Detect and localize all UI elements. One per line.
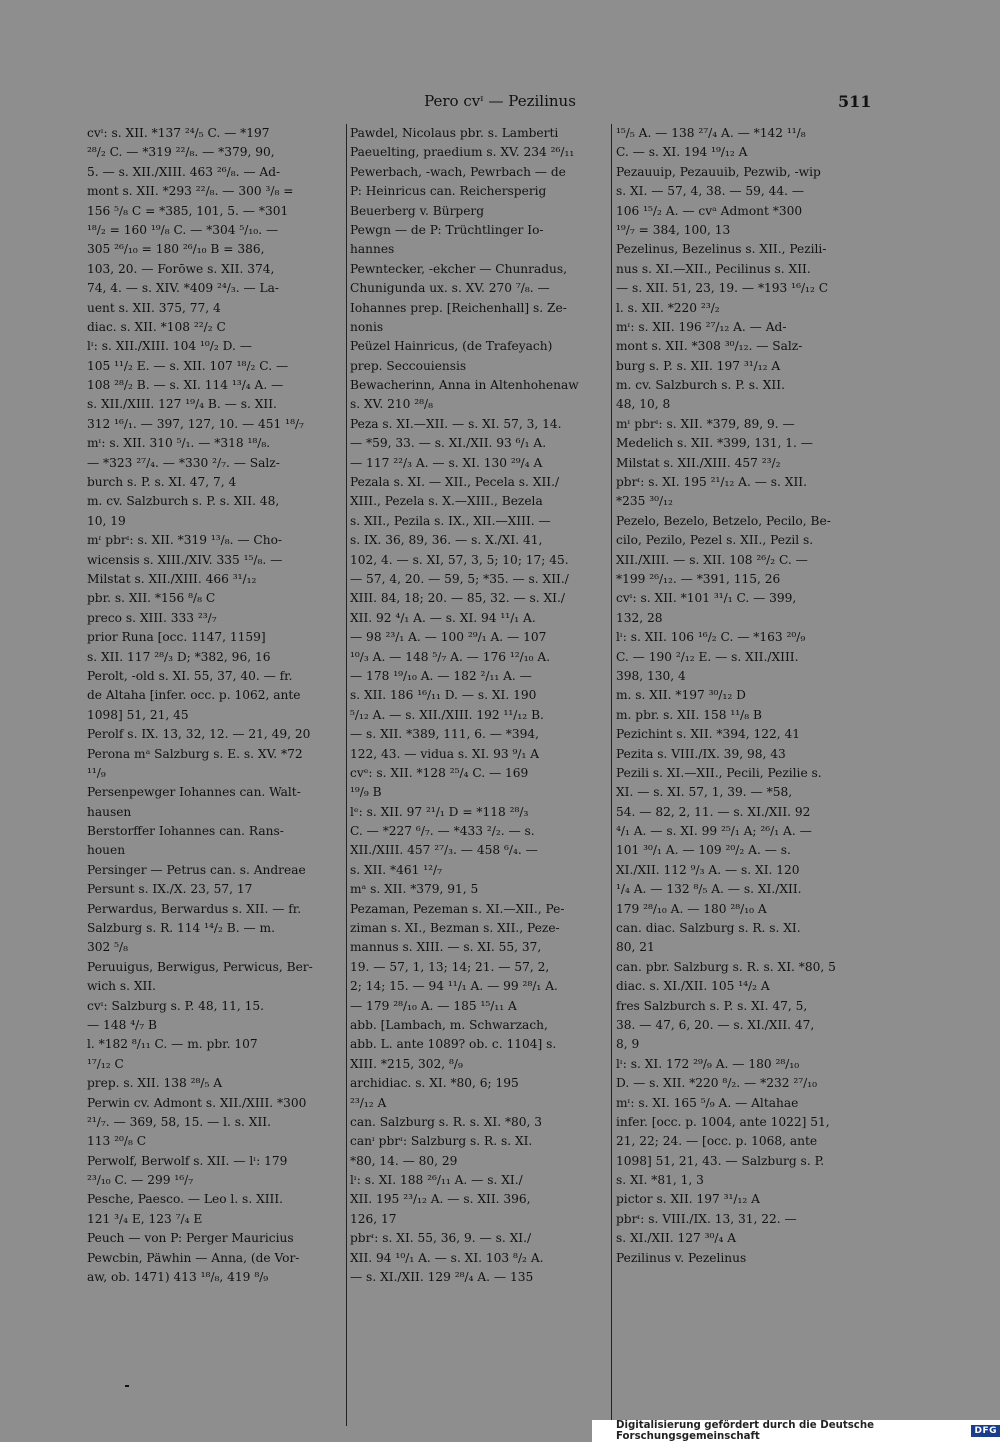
index-line: Bewacherinn, Anna in Altenhohenaw [350,378,579,393]
index-line: mᶦ: s. XII. 196 ²⁷/₁₂ A. — Ad- [616,319,787,334]
index-line: 102, 4. — s. XI, 57, 3, 5; 10; 17; 45. [350,552,569,567]
index-line: ²³/₁₂ A [350,1095,387,1110]
index-line: nus s. XI.—XII., Pecilinus s. XII. [616,261,811,276]
index-line: XII./XIII. — s. XII. 108 ²⁶/₂ C. — [616,552,808,567]
index-line: l. *182 ⁸/₁₁ C. — m. pbr. 107 [87,1037,258,1052]
index-line: Perolt, -old s. XI. 55, 37, 40. — fr. [87,668,293,683]
index-line: 132, 28 [616,610,663,625]
index-line: s. XII., Pezila s. IX., XII.—XIII. — [350,513,551,528]
index-line: — 98 ²³/₁ A. — 100 ²⁹/₁ A. — 107 [350,630,547,645]
index-line: ²⁸/₂ C. — *319 ²²/₈. — *379, 90, [87,145,275,160]
index-line: s. XI. — 57, 4, 38. — 59, 44. — [616,184,805,199]
index-line: archidiac. s. XI. *80, 6; 195 [350,1076,519,1091]
page-header-title: Pero cvᶦ — Pezilinus [424,92,576,110]
index-line: Pewerbach, -wach, Pewrbach — de [350,164,566,179]
index-line: Pezelo, Bezelo, Betzelo, Pecilo, Be- [616,513,831,528]
index-line: ¹⁹/₉ B [350,785,382,800]
index-line: can. Salzburg s. R. s. XI. *80, 3 [350,1114,543,1129]
index-line: mont s. XII. *293 ²²/₈. — 300 ³/₈ = [87,184,294,199]
index-line: Pezala s. XI. — XII., Pecela s. XII./ [350,475,560,490]
index-line: s. XII./XIII. 127 ¹⁹/₄ B. — s. XII. [87,397,277,412]
index-line: abb. L. ante 1089? ob. c. 1104] s. [350,1037,557,1052]
index-line: m. s. XII. *197 ³⁰/₁₂ D [616,688,746,703]
index-line: *235 ³⁰/₁₂ [616,494,673,509]
index-line: m. cv. Salzburch s. P. s. XII. [616,378,785,393]
index-line: 305 ²⁶/₁₀ = 180 ²⁶/₁₀ B = 386, [87,242,265,257]
index-line: mᶦ pbrᶦ: s. XII. *379, 89, 9. — [616,416,795,431]
index-line: 156 ⁵/₈ C = *385, 101, 5. — *301 [87,203,289,218]
index-line: 5. — s. XII./XIII. 463 ²⁶/₈. — Ad- [87,164,281,179]
index-line: 1098] 51, 21, 45 [87,707,189,722]
index-line: uent s. XII. 375, 77, 4 [87,300,221,315]
index-line: mᵃ s. XII. *379, 91, 5 [350,882,479,897]
index-column-1 [87,124,343,1287]
index-line: Pawdel, Nicolaus pbr. s. Lamberti [350,126,559,140]
index-line: Persunt s. IX./X. 23, 57, 17 [87,882,253,897]
index-line: — *323 ²⁷/₄. — *330 ²/₇. — Salz- [87,455,280,470]
index-line: Pewgn — de P: Trüchtlinger Io- [350,222,544,237]
index-line: C. — s. XI. 194 ¹⁹/₁₂ A [616,145,748,160]
index-line: s. XII. 186 ¹⁶/₁₁ D. — s. XI. 190 [350,688,537,703]
index-line: pbr. s. XII. *156 ⁸/₈ C [87,591,216,606]
index-line: ²¹/₇. — 369, 58, 15. — l. s. XII. [87,1114,271,1129]
index-line: cvᶦ: Salzburg s. P. 48, 11, 15. [87,998,265,1013]
index-line: abb. [Lambach, m. Schwarzach, [350,1017,548,1032]
index-line: prep. s. XII. 138 ²⁸/₅ A [87,1076,223,1091]
dfg-logo: DFG [971,1425,1000,1437]
index-line: Milstat s. XII./XIII. 466 ³¹/₁₂ [87,571,257,586]
index-line: P: Heinricus can. Reichersperig [350,184,547,199]
index-line: — 148 ⁴/₇ B [87,1017,157,1032]
index-line: cvᵉ: s. XII. *128 ²⁵/₄ C. — 169 [350,765,529,780]
index-line: XII. 195 ²³/₁₂ A. — s. XII. 396, [350,1192,531,1207]
index-line: *199 ²⁶/₁₂. — *391, 115, 26 [616,571,781,586]
index-line: ¹¹/₉ [87,765,106,780]
index-line: Paeuelting, praedium s. XV. 234 ²⁶/₁₁ [350,145,575,160]
index-line: hausen [87,804,132,819]
index-column-2 [350,124,608,1287]
index-line: — s. XII. 51, 23, 19. — *193 ¹⁶/₁₂ C [616,281,829,296]
index-line: D. — s. XII. *220 ⁸/₂. — *232 ²⁷/₁₀ [616,1076,817,1091]
footer-text: Digitalisierung gefördert durch die Deutsche Forschungsgemeinschaft [616,1420,874,1442]
index-line: Beuerberg v. Bürperg [350,203,485,218]
index-line: Pezili s. XI.—XII., Pecili, Pezilie s. [616,765,822,780]
index-line: Perwardus, Berwardus s. XII. — fr. [87,901,302,916]
index-line: — 178 ¹⁹/₁₀ A. — 182 ²/₁₁ A. — [350,668,532,683]
column-divider-2 [611,124,612,1426]
index-line: Peruuigus, Berwigus, Perwicus, Ber- [87,959,313,974]
index-line: ¹⁸/₂ = 160 ¹⁹/₈ C. — *304 ⁵/₁₀. — [87,222,279,237]
index-line: mᶦ: s. XI. 165 ⁵/₉ A. — Altahae [616,1095,799,1110]
index-line: Peüzel Hainricus, (de Trafeyach) [350,339,553,354]
index-line: 113 ²⁰/₈ C [87,1134,147,1149]
index-line: Milstat s. XII./XIII. 457 ²³/₂ [616,455,781,470]
index-line: Pewntecker, -ekcher — Chunradus, [350,261,568,276]
index-line: s. XII. *461 ¹²/₇ [350,862,443,877]
index-line: Pezita s. VIII./IX. 39, 98, 43 [616,746,786,761]
index-line: 38. — 47, 6, 20. — s. XI./XII. 47, [616,1017,815,1032]
index-line: prior Runa [occ. 1147, 1159] [87,630,266,645]
index-line: *80, 14. — 80, 29 [350,1153,458,1168]
index-line: diac. s. XI./XII. 105 ¹⁴/₂ A [616,979,770,994]
index-line: mont s. XII. *308 ³⁰/₁₂. — Salz- [616,339,803,354]
index-line: lᶦ: s. XI. 172 ²⁹/₉ A. — 180 ²⁸/₁₀ [616,1056,800,1071]
index-line: pbrᶦ: s. XI. 55, 36, 9. — s. XI./ [350,1231,532,1246]
index-line: wicensis s. XIII./XIV. 335 ¹⁵/₈. — [87,552,283,567]
index-line: 108 ²⁸/₂ B. — s. XI. 114 ¹³/₄ A. — [87,378,284,393]
index-line: pbrᶦ: s. VIII./IX. 13, 31, 22. — [616,1211,797,1226]
index-line: XI. — s. XI. 57, 1, 39. — *58, [616,785,793,800]
index-line: can. diac. Salzburg s. R. s. XI. [616,921,801,936]
index-line: Pezichint s. XII. *394, 122, 41 [616,727,801,742]
index-line: 10, 19 [87,513,126,528]
index-line: Perwolf, Berwolf s. XII. — lᶦ: 179 [87,1153,288,1168]
index-line: 179 ²⁸/₁₀ A. — 180 ²⁸/₁₀ A [616,901,767,916]
column-divider-1 [346,124,347,1426]
index-line: Medelich s. XII. *399, 131, 1. — [616,436,813,451]
index-line: ziman s. XI., Bezman s. XII., Peze- [350,921,560,936]
index-line: 80, 21 [616,940,655,955]
index-line: 105 ¹¹/₂ E. — s. XII. 107 ¹⁸/₂ C. — [87,358,289,373]
index-line: — 117 ²²/₃ A. — s. XI. 130 ²⁹/₄ A [350,455,543,470]
index-line: fres Salzburch s. P. s. XI. 47, 5, [616,998,808,1013]
index-line: l. s. XII. *220 ²³/₂ [616,300,720,315]
index-line: Chunigunda ux. s. XV. 270 ⁷/₈. — [350,281,550,296]
index-line: burg s. P. s. XII. 197 ³¹/₁₂ A [616,358,781,373]
index-line: Salzburg s. R. 114 ¹⁴/₂ B. — m. [87,921,275,936]
index-line: diac. s. XII. *108 ²²/₂ C [87,319,226,334]
index-line: infer. [occ. p. 1004, ante 1022] 51, [616,1114,830,1129]
index-line: 312 ¹⁶/₁. — 397, 127, 10. — 451 ¹⁸/₇ [87,416,304,431]
footer-bar [592,1420,1000,1442]
index-line: preco s. XIII. 333 ²³/₇ [87,610,217,625]
index-line: Persenpewger Iohannes can. Walt- [87,785,301,800]
index-line: lᶦ: s. XI. 188 ²⁶/₁₁ A. — s. XI./ [350,1173,523,1188]
index-line: XIII. 84, 18; 20. — 85, 32. — s. XI./ [350,591,565,606]
index-line: ²³/₁₀ C. — 299 ¹⁶/₇ [87,1173,194,1188]
index-line: 302 ⁵/₈ [87,940,129,955]
index-line: cvᶦ: s. XII. *137 ²⁴/₅ C. — *197 [87,126,270,140]
page-number: 511 [838,92,872,111]
index-line: de Altaha [infer. occ. p. 1062, ante [87,688,301,703]
index-line: ¹⁷/₁₂ C [87,1056,124,1071]
index-line: 101 ³⁰/₁ A. — 109 ²⁰/₂ A. — s. [616,843,791,858]
index-line: lᶦ: s. XII. 106 ¹⁶/₂ C. — *163 ²⁰/₉ [616,630,806,645]
index-line: XII./XIII. 457 ²⁷/₃. — 458 ⁶/₄. — [350,843,538,858]
index-line: Pesche, Paesco. — Leo l. s. XIII. [87,1192,284,1207]
index-line: Peuch — von P: Perger Mauricius [87,1231,294,1246]
index-line: Perolf s. IX. 13, 32, 12. — 21, 49, 20 [87,727,311,742]
index-line: XIII. *215, 302, ⁸/₉ [350,1056,463,1071]
index-line: aw, ob. 1471) 413 ¹⁸/₈, 419 ⁸/₉ [87,1270,269,1285]
index-line: s. XI. *81, 1, 3 [616,1173,704,1188]
index-line: nonis [350,319,384,334]
index-line: s. XV. 210 ²⁸/₈ [350,397,433,412]
index-line: XIII., Pezela s. X.—XIII., Bezela [350,494,543,509]
index-line: 8, 9 [616,1037,640,1052]
index-line: — s. XI./XII. 129 ²⁸/₄ A. — 135 [350,1270,534,1285]
index-line: ¹/₄ A. — 132 ⁸/₅ A. — s. XI./XII. [616,882,802,897]
index-line: s. XII. 117 ²⁸/₃ D; *382, 96, 16 [87,649,271,664]
index-line: burch s. P. s. XI. 47, 7, 4 [87,475,237,490]
index-line: Pewcbin, Päwhin — Anna, (de Vor- [87,1250,300,1265]
index-line: mᶦ pbrᶦ: s. XII. *319 ¹³/₈. — Cho- [87,533,283,548]
index-line: 74, 4. — s. XIV. *409 ²⁴/₃. — La- [87,281,280,296]
index-line: prep. Seccouiensis [350,358,467,373]
index-line: lᵉ: s. XII. 97 ²¹/₁ D = *118 ²⁸/₃ [350,804,529,819]
index-line: Pezauuip, Pezauuib, Pezwib, -wip [616,164,821,179]
index-column-3 [616,124,876,1268]
index-line: cilo, Pezilo, Pezel s. XII., Pezil s. [616,533,814,548]
index-line: 122, 43. — vidua s. XI. 93 ⁹/₁ A [350,746,540,761]
index-line: Pezelinus, Bezelinus s. XII., Pezili- [616,242,827,257]
index-line: hannes [350,242,395,257]
index-line: pictor s. XII. 197 ³¹/₁₂ A [616,1192,760,1207]
stray-mark [125,1385,129,1387]
index-line: 54. — 82, 2, 11. — s. XI./XII. 92 [616,804,811,819]
index-line: 48, 10, 8 [616,397,671,412]
index-line: XI./XII. 112 ⁹/₃ A. — s. XI. 120 [616,862,800,877]
index-line: 126, 17 [350,1211,397,1226]
index-line: m. cv. Salzburch s. P. s. XII. 48, [87,494,280,509]
index-line: Perwin cv. Admont s. XII./XIII. *300 [87,1095,307,1110]
index-line: ¹⁹/₇ = 384, 100, 13 [616,222,731,237]
index-line: mᶦ: s. XII. 310 ⁵/₁. — *318 ¹⁸/₈. [87,436,271,451]
index-line: Pezaman, Pezeman s. XI.—XII., Pe- [350,901,565,916]
index-line: 398, 130, 4 [616,668,686,683]
index-line: 1098] 51, 21, 43. — Salzburg s. P. [616,1153,825,1168]
index-line: Perona mᵃ Salzburg s. E. s. XV. *72 [87,746,303,761]
index-line: Berstorffer Iohannes can. Rans- [87,824,284,839]
index-line: Iohannes prep. [Reichenhall] s. Ze- [350,300,567,315]
index-line: canᶦ pbrᶦ: Salzburg s. R. s. XI. [350,1134,533,1149]
index-line: ¹⁵/₅ A. — 138 ²⁷/₄ A. — *142 ¹¹/₈ [616,126,806,140]
index-line: 121 ³/₄ E, 123 ⁷/₄ E [87,1211,203,1226]
index-line: houen [87,843,126,858]
index-line: 19. — 57, 1, 13; 14; 21. — 57, 2, [350,959,550,974]
index-line: cvᶦ: s. XII. *101 ³¹/₁ C. — 399, [616,591,797,606]
index-line: ¹⁰/₃ A. — 148 ⁵/₇ A. — 176 ¹²/₁₀ A. [350,649,551,664]
index-line: XII. 92 ⁴/₁ A. — s. XI. 94 ¹¹/₁ A. [350,610,536,625]
index-line: — s. XII. *389, 111, 6. — *394, [350,727,540,742]
index-line: Peza s. XI.—XII. — s. XI. 57, 3, 14. [350,416,562,431]
index-line: C. — 190 ²/₁₂ E. — s. XII./XIII. [616,649,799,664]
index-line: 21, 22; 24. — [occ. p. 1068, ante [616,1134,818,1149]
index-line: s. IX. 36, 89, 36. — s. X./XI. 41, [350,533,543,548]
index-line: m. pbr. s. XII. 158 ¹¹/₈ B [616,707,762,722]
index-line: 103, 20. — Forōwe s. XII. 374, [87,261,275,276]
index-line: Pezilinus v. Pezelinus [616,1250,747,1265]
index-line: 106 ¹⁵/₂ A. — cvᵃ Admont *300 [616,203,803,218]
index-line: — *59, 33. — s. XI./XII. 93 ⁶/₁ A. [350,436,547,451]
index-line: XII. 94 ¹⁰/₁ A. — s. XI. 103 ⁸/₂ A. [350,1250,544,1265]
index-line: 2; 14; 15. — 94 ¹¹/₁ A. — 99 ²⁸/₁ A. [350,979,558,994]
index-line: mannus s. XIII. — s. XI. 55, 37, [350,940,542,955]
index-line: — 179 ²⁸/₁₀ A. — 185 ¹⁵/₁₁ A [350,998,517,1013]
index-line: s. XI./XII. 127 ³⁰/₄ A [616,1231,737,1246]
index-line: lᶦ: s. XII./XIII. 104 ¹⁰/₂ D. — [87,339,252,354]
index-line: wich s. XII. [87,979,157,994]
index-line: ⁵/₁₂ A. — s. XII./XIII. 192 ¹¹/₁₂ B. [350,707,544,722]
index-line: — 57, 4, 20. — 59, 5; *35. — s. XII./ [350,571,569,586]
index-line: pbrᶦ: s. XI. 195 ²¹/₁₂ A. — s. XII. [616,475,807,490]
index-line: ⁴/₁ A. — s. XI. 99 ²⁵/₁ A; ²⁶/₁ A. — [616,824,812,839]
index-line: can. pbr. Salzburg s. R. s. XI. *80, 5 [616,959,836,974]
index-line: C. — *227 ⁶/₇. — *433 ²/₂. — s. [350,824,535,839]
index-line: Persinger — Petrus can. s. Andreae [87,862,306,877]
